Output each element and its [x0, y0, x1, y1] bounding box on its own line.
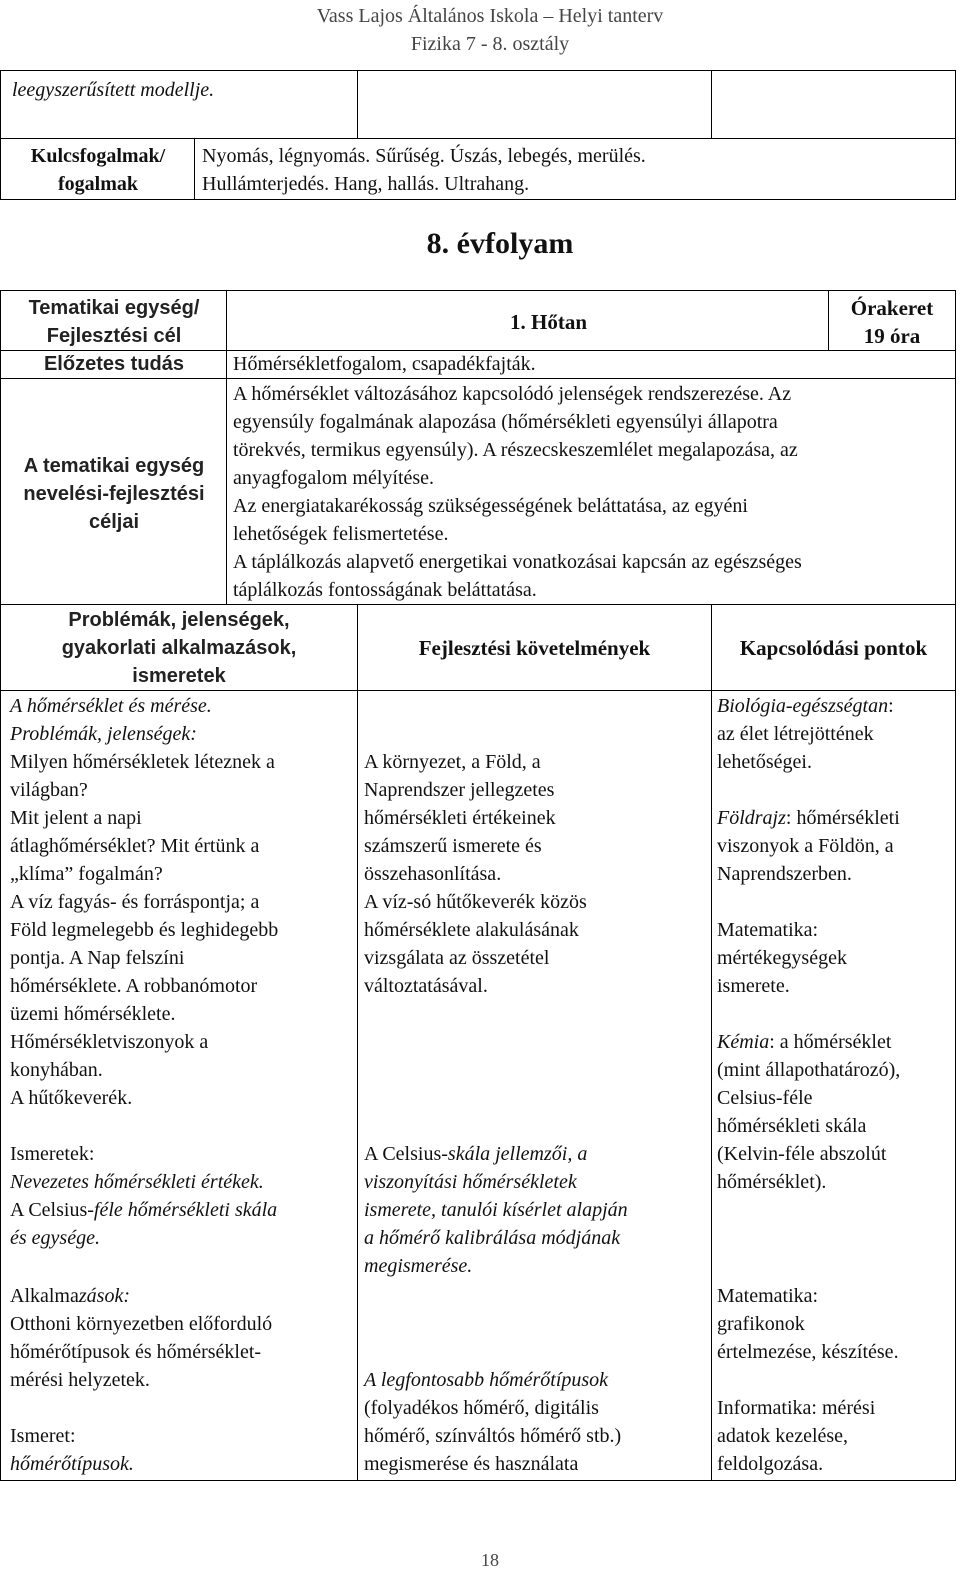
- col3-line: (mint állapothatározó),: [717, 1059, 901, 1081]
- col1-line: A víz fagyás- és forráspontja; a: [10, 891, 260, 913]
- col2-line: ismerete, tanulói kísérlet alapján: [364, 1199, 628, 1221]
- col1-line: Problémák, jelenségek:: [10, 723, 197, 745]
- col1-line: Otthoni környezetben előforduló: [10, 1313, 273, 1335]
- col3-line: Informatika: mérési: [717, 1397, 876, 1419]
- col1-line: hőmérőtípusok és hőmérséklet-: [10, 1341, 262, 1363]
- col3-line: Naprendszerben.: [717, 863, 852, 885]
- col3-line-part: Földrajz: [717, 807, 786, 829]
- continued-text: leegyszerűsített modellje.: [12, 79, 215, 101]
- col1-header-3: ismeretek: [132, 665, 226, 687]
- col2-line: változtatásával.: [364, 975, 488, 997]
- col2-line: Naprendszer jellegzetes: [364, 779, 555, 801]
- col2-line-part: A Celsius-: [364, 1143, 448, 1165]
- grade-heading: 8. évfolyam: [426, 227, 574, 260]
- goals-line: egyensúly fogalmának alapozása (hőmérsékleti egyensúlyi állapotra: [233, 411, 778, 433]
- col3-line: ismerete.: [717, 975, 790, 997]
- col2-line: megismerése.: [364, 1255, 473, 1277]
- col1-line: A hőmérséklet és mérése.: [10, 695, 212, 717]
- col2-line: (folyadékos hőmérő, digitális: [364, 1397, 599, 1419]
- goals-label-2: nevelési-fejlesztési: [23, 483, 205, 505]
- key-concepts-label-2: fogalmak: [58, 173, 138, 195]
- header-school: Vass Lajos Általános Iskola – Helyi tanterv: [316, 5, 664, 27]
- col3-line: hőmérséklet).: [717, 1171, 827, 1193]
- col3-line-part: Biológia-egészségtan: [717, 695, 889, 717]
- col2-line: [364, 1140, 587, 1168]
- col1-line-part: zások:: [78, 1285, 130, 1307]
- col2-line: vizsgálata az összetétel: [364, 947, 550, 969]
- col1-line: és egysége.: [10, 1227, 100, 1249]
- col1-line: Ismeretek:: [10, 1143, 95, 1165]
- header-subject: Fizika 7 - 8. osztály: [410, 33, 570, 55]
- col3-line: mértékegységek: [717, 947, 847, 969]
- page-number: 18: [481, 1550, 499, 1570]
- unit-title: 1. Hőtan: [510, 310, 588, 334]
- col1-line: [10, 1196, 277, 1224]
- col3-line-part: : a hőmérséklet: [769, 1031, 892, 1053]
- col2-line: hőmérséklete alakulásának: [364, 919, 579, 941]
- col3-line: viszonyok a Földön, a: [717, 835, 894, 857]
- goals-line: A hőmérséklet változásához kapcsolódó jelenségek rendszerezése. Az: [233, 383, 792, 405]
- goals-line: A táplálkozás alapvető energetikai vonatkozásai kapcsán az egészséges: [233, 551, 802, 573]
- col2-line: A legfontosabb hőmérőtípusok: [364, 1369, 609, 1391]
- goals-label-3: céljai: [88, 511, 140, 533]
- col2-header: Fejlesztési követelmények: [418, 636, 651, 660]
- key-concepts-value: Nyomás, légnyomás. Sűrűség. Úszás, lebegés, merülés.: [202, 145, 646, 167]
- prior-knowledge-value: Hőmérsékletfogalom, csapadékfajták.: [233, 353, 536, 375]
- col1-line: hőmérőtípusok.: [10, 1453, 134, 1475]
- col1-line: pontja. A Nap felszíni: [10, 947, 185, 969]
- col1-line: konyhában.: [10, 1059, 103, 1081]
- col1-line: Föld legmelegebb és leghidegebb: [10, 919, 279, 941]
- col3-line: lehetőségei.: [717, 751, 812, 773]
- col2-line: viszonyítási hőmérsékletek: [364, 1171, 577, 1193]
- col2-line: megismerése és használata: [364, 1453, 579, 1475]
- col1-header: Problémák, jelenségek,: [68, 609, 290, 631]
- unit-label-2: Fejlesztési cél: [46, 325, 182, 347]
- col1-header-2: gyakorlati alkalmazások,: [61, 637, 297, 659]
- col2-line: összehasonlítása.: [364, 863, 502, 885]
- col1-line: átlaghőmérséklet? Mit értünk a: [10, 835, 260, 857]
- col1-line: mérési helyzetek.: [10, 1369, 150, 1391]
- col1-line: Ismeret:: [10, 1425, 76, 1447]
- goals-label: A tematikai egység: [23, 455, 205, 477]
- col2-line: A környezet, a Föld, a: [364, 751, 541, 773]
- col3-line: (Kelvin-féle abszolút: [717, 1143, 887, 1165]
- prior-knowledge-label: Előzetes tudás: [43, 353, 185, 375]
- col1-line: üzemi hőmérséklete.: [10, 1003, 176, 1025]
- col3-line: Celsius-féle: [717, 1087, 813, 1109]
- col3-line: [717, 804, 900, 832]
- col1-line: világban?: [10, 779, 88, 801]
- goals-line: lehetőségek felismertetése.: [233, 523, 449, 545]
- col2-line: számszerű ismerete és: [364, 835, 542, 857]
- col2-line: hőmérsékleti értékeinek: [364, 807, 556, 829]
- col2-line: hőmérő, színváltós hőmérő stb.): [364, 1425, 622, 1447]
- col1-line: [10, 1282, 130, 1310]
- col3-line-part: :: [888, 695, 894, 717]
- col1-line-part: féle hőmérsékleti skála: [93, 1199, 278, 1221]
- goals-line: táplálkozás fontosságának beláttatása.: [233, 579, 537, 601]
- col1-line: Hőmérsékletviszonyok a: [10, 1031, 209, 1053]
- col1-line-part: Alkalma: [10, 1285, 79, 1307]
- goals-line: Az energiatakarékosság szükségességének beláttatása, az egyéni: [233, 495, 748, 517]
- col1-line: „klíma” fogalmán?: [10, 863, 163, 885]
- col1-line: Milyen hőmérsékletek léteznek a: [10, 751, 275, 773]
- col3-header: Kapcsolódási pontok: [739, 636, 928, 660]
- col1-line-part: A Celsius-: [10, 1199, 94, 1221]
- goals-line: anyagfogalom mélyítése.: [233, 467, 435, 489]
- col3-line: hőmérsékleti skála: [717, 1115, 867, 1137]
- col1-line: hőmérséklete. A robbanómotor: [10, 975, 258, 997]
- col3-line-part: Kémia: [717, 1031, 770, 1053]
- hours-value: 19 óra: [863, 324, 921, 348]
- col3-line: [717, 692, 894, 720]
- col2-line-part: skála jellemzői, a: [447, 1143, 588, 1165]
- col1-line: A hűtőkeverék.: [10, 1087, 133, 1109]
- col1-line: Nevezetes hőmérsékleti értékek.: [10, 1171, 264, 1193]
- col3-line: Matematika:: [717, 1285, 819, 1307]
- col3-line: feldolgozása.: [717, 1453, 824, 1475]
- col3-line: grafikonok: [717, 1313, 805, 1335]
- unit-label: Tematikai egység/: [28, 297, 200, 319]
- key-concepts-value-2: Hullámterjedés. Hang, hallás. Ultrahang.: [202, 173, 530, 195]
- col2-line: A víz-só hűtőkeverék közös: [364, 891, 587, 913]
- col3-line-part: : hőmérsékleti: [785, 807, 900, 829]
- col3-line: [717, 1028, 891, 1056]
- col3-line: adatok kezelése,: [717, 1425, 849, 1447]
- col3-line: Matematika:: [717, 919, 819, 941]
- hours-label: Órakeret: [850, 296, 934, 320]
- col3-line: értelmezése, készítése.: [717, 1341, 899, 1363]
- goals-line: törekvés, termikus egyensúly). A részecskeszemlélet megalapozása, az: [233, 439, 798, 461]
- key-concepts-label: Kulcsfogalmak/: [30, 145, 166, 167]
- col2-line: a hőmérő kalibrálása módjának: [364, 1227, 621, 1249]
- col3-line: az élet létrejöttének: [717, 723, 874, 745]
- col1-line: Mit jelent a napi: [10, 807, 142, 829]
